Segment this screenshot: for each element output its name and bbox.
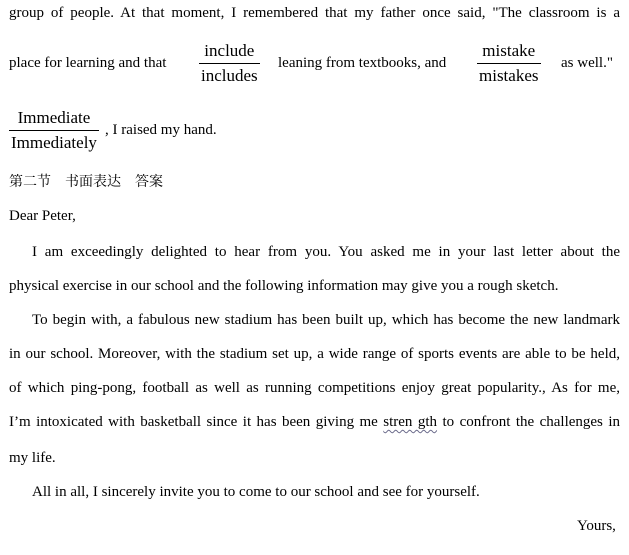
choice-immediate xyxy=(9,108,99,153)
paragraph-1-line-1: I am exceedingly delighted to hear from you. You asked me in your last letter about the xyxy=(32,244,620,260)
paragraph-2-line-2: in our school. Moreover, with the stadium set up, a wide range of sports events are able to be held, xyxy=(9,346,620,362)
choice-include xyxy=(199,41,260,86)
text-line-2-end: as well." xyxy=(561,55,613,71)
text-line-3: , I raised my hand. xyxy=(105,122,217,138)
paragraph-1-line-2: physical exercise in our school and the following information may give you a rough sketch. xyxy=(9,278,559,294)
text-line-2-middle: leaning from textbooks, and xyxy=(278,55,447,71)
text-line-1: group of people. At that moment, I remembered that my father once said, "The classroom is a xyxy=(9,5,620,21)
spelling-error-word: stren gth xyxy=(383,414,438,430)
choice-include-top: include xyxy=(204,41,255,60)
text-line-2-start: place for learning and that xyxy=(9,55,167,71)
letter-greeting: Dear Peter, xyxy=(9,208,76,224)
choice-immediate-top: Immediate xyxy=(17,108,91,127)
section-heading: 第二节 书面表达 答案 xyxy=(9,174,163,190)
choice-immediate-bottom: Immediately xyxy=(11,133,97,152)
paragraph-3: All in all, I sincerely invite you to come to our school and see for yourself. xyxy=(32,484,480,500)
choice-include-bottom: includes xyxy=(201,66,258,85)
paragraph-2-line-3: of which ping-pong, football as well as running competitions enjoy great popularity., As for me, xyxy=(9,380,620,396)
paragraph-2-line-4-start: I’m intoxicated with basketball since it has been giving me xyxy=(9,414,378,430)
paragraph-2-line-4-end: to confront the challenges in xyxy=(442,414,620,430)
paragraph-2-line-5: my life. xyxy=(9,450,56,466)
paragraph-2-line-1: To begin with, a fabulous new stadium has been built up, which has become the new landmark xyxy=(32,312,620,328)
choice-mistake-top: mistake xyxy=(482,41,536,60)
choice-mistake xyxy=(477,41,541,86)
choice-mistake-bottom: mistakes xyxy=(479,66,539,85)
letter-closing: Yours, xyxy=(577,518,616,534)
paragraph-2-line-4 xyxy=(9,413,620,431)
